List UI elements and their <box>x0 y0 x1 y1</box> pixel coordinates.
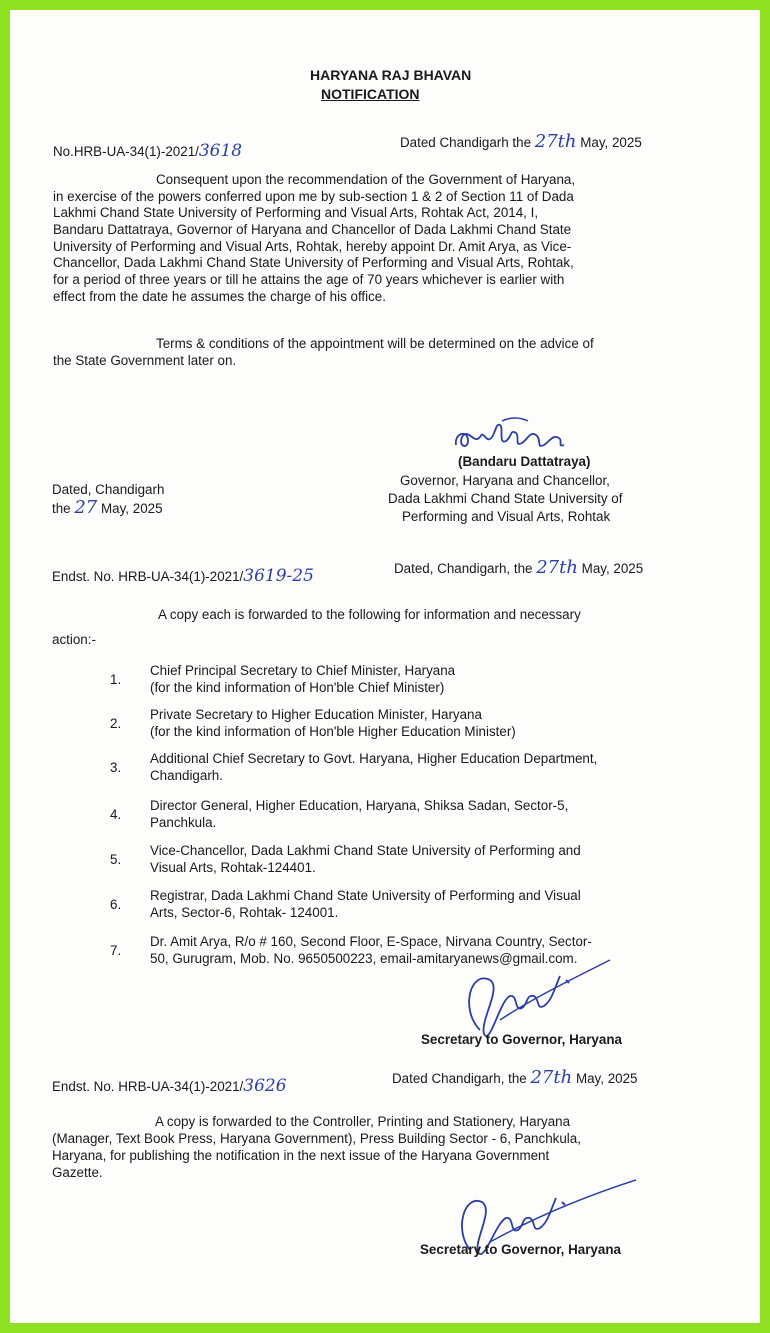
endorsement-date-prefix: Dated Chandigarh, the <box>392 1071 527 1086</box>
secretary-title: Secretary to Governor, Haryana <box>420 1242 621 1257</box>
paragraph-line: the State Government later on. <box>53 353 237 368</box>
paragraph-line: Gazette. <box>52 1165 103 1180</box>
endorsement-date-month-year: May, 2025 <box>581 561 644 576</box>
list-item-line: (for the kind information of Hon'ble Higher Education Minister) <box>150 724 516 739</box>
endorsement-date <box>392 1067 638 1088</box>
list-item <box>150 797 568 831</box>
endorsement-date-day: 27th <box>536 557 578 578</box>
list-item-line: Private Secretary to Higher Education Minister, Haryana <box>150 707 482 722</box>
paragraph-line: Haryana, for publishing the notification in the next issue of the Haryana Government <box>52 1148 550 1163</box>
list-item <box>150 750 597 784</box>
list-item-line: Arts, Sector-6, Rohtak- 124001. <box>150 905 339 920</box>
reference-number-handwritten: 3618 <box>198 141 243 161</box>
place-date-line2 <box>52 497 163 518</box>
endorsement-date-day: 27th <box>530 1067 573 1088</box>
reference-date <box>400 131 642 152</box>
governor-designation <box>388 490 622 508</box>
list-number: 3. <box>110 760 122 775</box>
paragraph-line: in exercise of the powers conferred upon me by sub-section 1 & 2 of Section 11 of Dada <box>53 188 574 204</box>
document-subtitle: NOTIFICATION <box>321 86 420 102</box>
endorsement-date-prefix: Dated, Chandigarh, the <box>394 561 533 576</box>
designation-line: Dada Lakhmi Chand State University of <box>388 491 623 506</box>
list-item <box>150 662 455 696</box>
paragraph-line: Consequent upon the recommendation of the Government of Haryana, <box>156 172 576 187</box>
governor-designation <box>400 472 610 490</box>
place-date-day: 27 <box>74 497 98 518</box>
endorsement-number-handwritten: 3619-25 <box>243 566 314 586</box>
place-date-line1: Dated, Chandigarh <box>52 482 165 497</box>
terms-paragraph <box>53 336 703 370</box>
endorsement-number-handwritten: 3626 <box>243 1076 287 1096</box>
endorsement-number <box>52 1078 287 1095</box>
list-item <box>150 842 581 876</box>
endorsement-date <box>394 557 644 578</box>
list-item-line: 50, Gurugram, Mob. No. 9650500223, email-amitaryanews@gmail.com. <box>150 951 578 966</box>
copy-forward-action: action:- <box>52 632 96 647</box>
endorsement-number-printed: Endst. No. HRB-UA-34(1)-2021/ <box>52 1079 244 1094</box>
appointment-paragraph <box>53 172 703 306</box>
place-date-the: the <box>52 501 71 516</box>
list-item-line: Additional Chief Secretary to Govt. Haryana, Higher Education Department, <box>150 751 598 766</box>
list-item-line: Director General, Higher Education, Haryana, Shiksa Sadan, Sector-5, <box>150 798 569 813</box>
list-item-line: Visual Arts, Rohtak-124401. <box>150 860 316 875</box>
governor-signature <box>450 415 580 455</box>
list-item-line: Vice-Chancellor, Dada Lakhmi Chand State University of Performing and <box>150 843 581 858</box>
list-item-line: Registrar, Dada Lakhmi Chand State University of Performing and Visual <box>150 888 581 903</box>
governor-name: (Bandaru Dattatraya) <box>458 454 591 469</box>
list-item-line: Panchkula. <box>150 815 217 830</box>
paragraph-line: Terms & conditions of the appointment will be determined on the advice of <box>156 336 594 351</box>
list-item-line: Chief Principal Secretary to Chief Minister, Haryana <box>150 663 456 678</box>
list-number: 1. <box>110 672 122 687</box>
designation-line: Governor, Haryana and Chancellor, <box>400 473 610 488</box>
governor-designation <box>402 508 610 526</box>
reference-date-month-year: May, 2025 <box>580 135 642 150</box>
paragraph-line: A copy is forwarded to the Controller, Printing and Stationery, Haryana <box>155 1114 571 1129</box>
paragraph-line: for a period of three years or till he attains the age of 70 years whichever is earlier with <box>53 272 565 288</box>
list-item <box>150 706 516 740</box>
endorsement-number <box>52 568 314 585</box>
list-item-line: Chandigarh. <box>150 768 223 783</box>
paragraph-line: University of Performing and Visual Arts, Rohtak, hereby appoint Dr. Amit Arya, as Vice- <box>53 238 572 254</box>
notification-document <box>10 10 760 1323</box>
list-item-line: (for the kind information of Hon'ble Chief Minister) <box>150 680 445 695</box>
reference-number <box>53 143 242 160</box>
list-item-line: Dr. Amit Arya, R/o # 160, Second Floor, E-Space, Nirvana Country, Sector- <box>150 934 592 949</box>
list-number: 6. <box>110 897 122 912</box>
list-item <box>150 887 581 921</box>
list-number: 7. <box>110 943 122 958</box>
reference-number-printed: No.HRB-UA-34(1)-2021/ <box>53 144 199 159</box>
list-number: 2. <box>110 716 122 731</box>
copy-forward-intro: A copy each is forwarded to the following for information and necessary <box>158 607 581 622</box>
endorsement-number-printed: Endst. No. HRB-UA-34(1)-2021/ <box>52 569 244 584</box>
paragraph-line: (Manager, Text Book Press, Haryana Government), Press Building Sector - 6, Panchkula, <box>52 1131 581 1146</box>
place-date-month-year: May, 2025 <box>101 501 163 516</box>
secretary-title: Secretary to Governor, Haryana <box>421 1032 622 1047</box>
paragraph-line: Lakhmi Chand State University of Performing and Visual Arts, Rohtak Act, 2014, I, <box>53 205 539 221</box>
list-number: 5. <box>110 852 122 867</box>
reference-date-day: 27th <box>534 131 577 152</box>
endorsement-date-month-year: May, 2025 <box>575 1071 638 1086</box>
reference-date-prefix: Dated Chandigarh the <box>400 135 532 150</box>
list-number: 4. <box>110 807 122 822</box>
paragraph-line: Chancellor, Dada Lakhmi Chand State University of Performing and Visual Arts, Rohtak, <box>53 255 574 271</box>
document-title: HARYANA RAJ BHAVAN <box>310 67 472 83</box>
paragraph-line: effect from the date he assumes the charge of his office. <box>53 288 386 304</box>
paragraph-line: Bandaru Dattatraya, Governor of Haryana and Chancellor of Dada Lakhmi Chand State <box>53 222 572 238</box>
designation-line: Performing and Visual Arts, Rohtak <box>402 509 611 524</box>
